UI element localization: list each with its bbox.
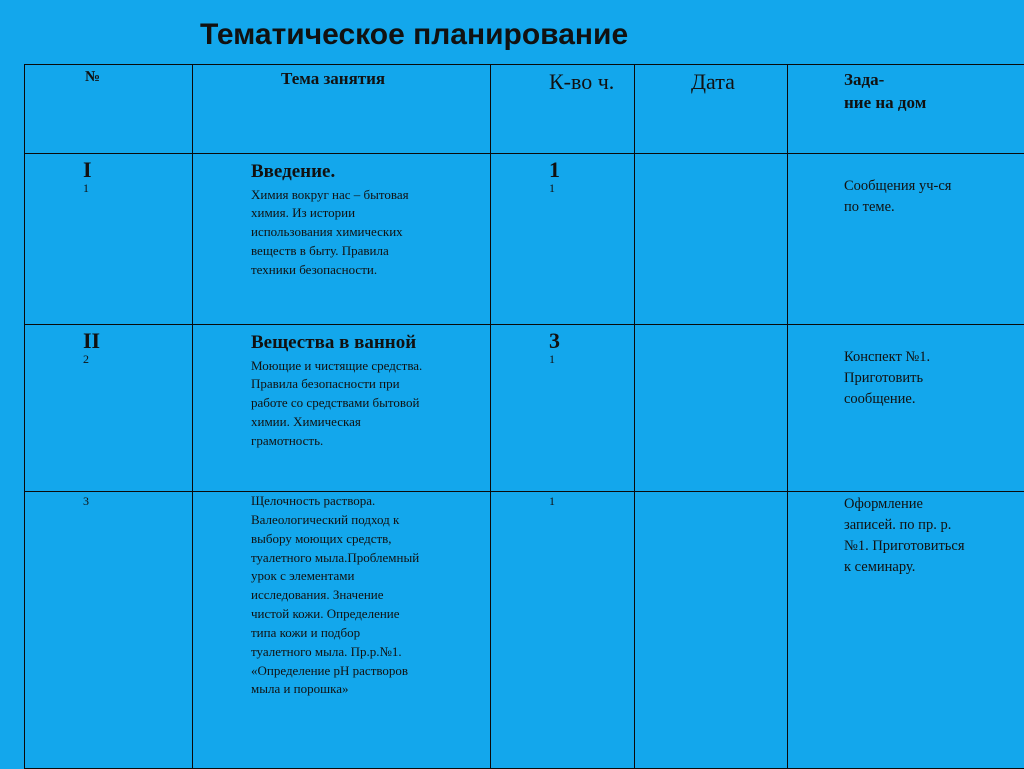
- hours-cell: [491, 325, 635, 492]
- header-homework: [788, 65, 1024, 154]
- number-cell: [25, 325, 193, 492]
- section-hours: 1: [549, 158, 634, 181]
- lesson-hours: 1: [549, 181, 634, 197]
- header-number: №: [25, 65, 193, 154]
- section-title: Вещества в ванной: [251, 329, 421, 357]
- homework-text: Оформление записей. по пр. р. №1. Приготовиться к семинару.: [844, 494, 969, 578]
- lesson-topic: Химия вокруг нас – бытовая химия. Из истории использования химических веществ в быту. Правила техники безопасности.: [251, 186, 423, 280]
- section-number: II: [83, 329, 192, 352]
- homework-cell: [788, 154, 1024, 325]
- homework-cell: [788, 492, 1024, 769]
- section-hours: 3: [549, 329, 634, 352]
- date-cell: [635, 325, 788, 492]
- planning-table: [24, 64, 1024, 769]
- topic-cell: [193, 492, 491, 769]
- lesson-number: 1: [83, 181, 192, 197]
- section-number: I: [83, 158, 192, 181]
- hours-cell: [491, 154, 635, 325]
- topic-cell: [193, 154, 491, 325]
- lesson-topic: Щелочность раствора. Валеологический подход к выбору моющих средств, туалетного мыла.Проблемный урок с элементами исследования. Значение чистой кожи. Определение типа кожи и подбор туалетного мыла. Пр.р.№1. «Определение pH растворов мыла и порошка»: [251, 492, 423, 699]
- homework-cell: [788, 325, 1024, 492]
- header-date: Дата: [635, 65, 788, 154]
- header-topic: Тема занятия: [193, 65, 491, 154]
- lesson-number: 3: [83, 494, 192, 510]
- lesson-number: 2: [83, 352, 192, 368]
- hours-cell: [491, 492, 635, 769]
- table-row: [25, 154, 1024, 325]
- table-row: [25, 325, 1024, 492]
- table-row: [25, 492, 1024, 769]
- table-header-row: [25, 65, 1024, 154]
- date-cell: [635, 492, 788, 769]
- section-title: Введение.: [251, 158, 421, 186]
- topic-cell: [193, 325, 491, 492]
- lesson-topic: Моющие и чистящие средства. Правила безопасности при работе со средствами бытовой химии. Химическая грамотность.: [251, 357, 423, 451]
- header-homework-label: Зада- ние на дом: [844, 70, 926, 112]
- date-cell: [635, 154, 788, 325]
- homework-text: Конспект №1. Приготовить сообщение.: [844, 347, 969, 410]
- homework-text: Сообщения уч-ся по теме.: [844, 176, 969, 218]
- number-cell: [25, 154, 193, 325]
- lesson-hours: 1: [549, 494, 634, 510]
- lesson-hours: 1: [549, 352, 634, 368]
- header-hours: К-во ч.: [491, 65, 635, 154]
- number-cell: [25, 492, 193, 769]
- page-title: Тематическое планирование: [200, 18, 628, 52]
